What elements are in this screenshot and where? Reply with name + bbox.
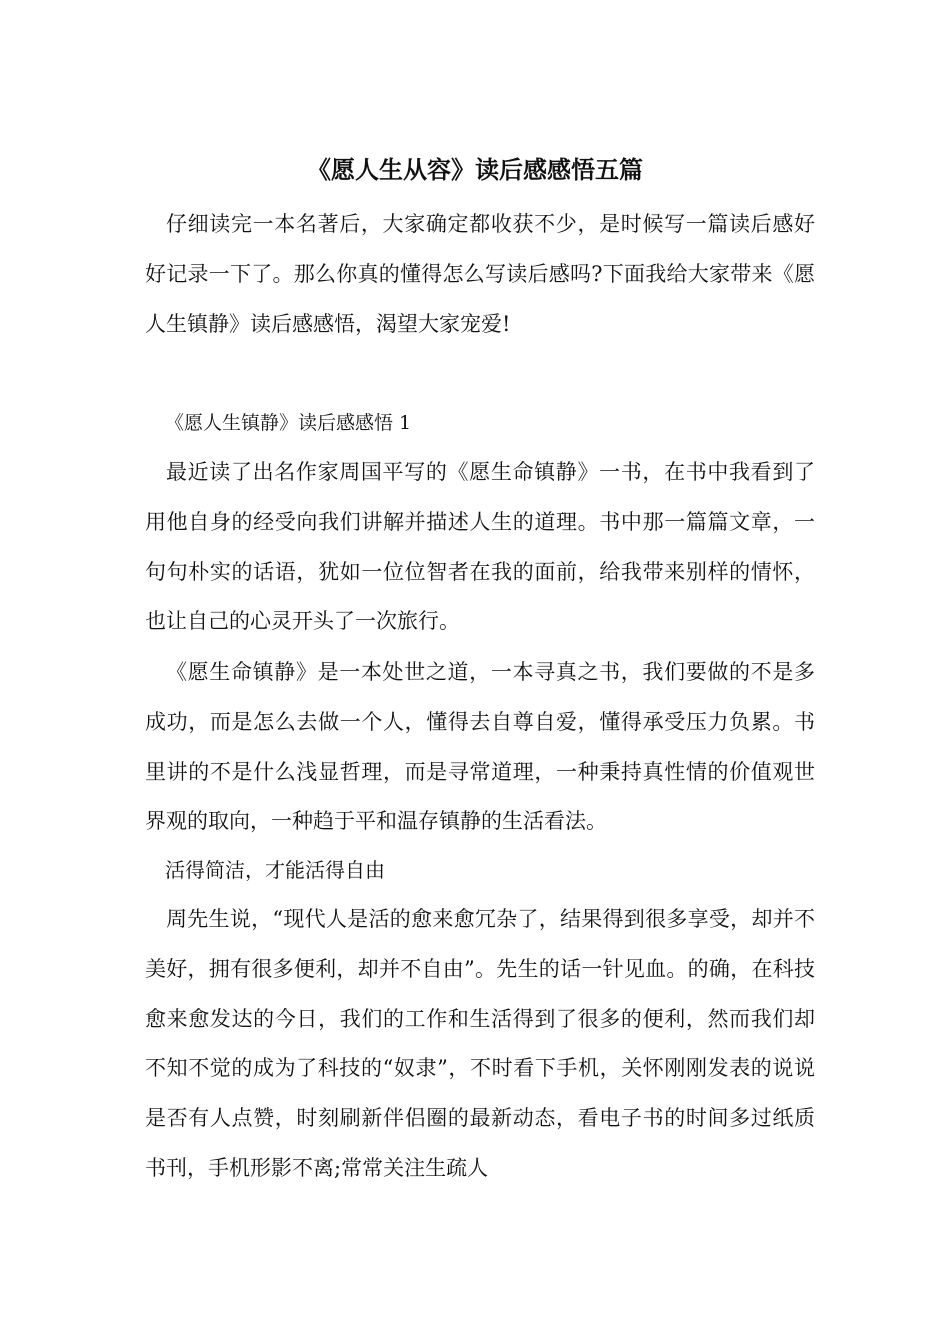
body-paragraph-3: 周先生说，“现代人是活的愈来愈冗杂了，结果得到很多享受，却并不美好，拥有很多便利，却并不自由”。先生的话一针见血。的确，在科技愈来愈发达的今日，我们的工作和生活得到了很多的便利，然而我们却不知不觉的成为了科技的“奴隶”，不时看下手机，关怀刚刚发表的说说是否有人点赞，时刻刷新伴侣圈的最新动态，看电子书的时间多过纸质书刊，手机形影不离;常常关注生疏人	[145, 907, 815, 1180]
document-title: 《愿人生从容》读后感感悟五篇	[307, 156, 643, 184]
subheading: 活得简洁，才能活得自由	[165, 858, 385, 882]
body-paragraph-1: 最近读了出名作家周国平写的《愿生命镇静》一书，在书中我看到了用他自身的经受向我们讲解并描述人生的道理。书中那一篇篇文章，一句句朴实的话语，犹如一位位智者在我的面前，给我带来别样的情怀，也让自己的心灵开头了一次旅行。	[145, 460, 815, 634]
section-heading: 《愿人生镇静》读后感感悟 1	[165, 412, 412, 434]
intro-paragraph: 仔细读完一本名著后，大家确定都收获不少，是时候写一篇读后感好好记录一下了。那么你真的懂得怎么写读后感吗?下面我给大家带来《愿人生镇静》读后感感悟，渴望大家宠爱!	[145, 212, 815, 336]
body-paragraph-2: 《愿生命镇静》是一本处世之道，一本寻真之书，我们要做的不是多成功，而是怎么去做一个人，懂得去自尊自爱，懂得承受压力负累。书里讲的不是什么浅显哲理，而是寻常道理，一种秉持真性情的价值观世界观的取向，一种趋于平和温存镇静的生活看法。	[145, 660, 815, 834]
